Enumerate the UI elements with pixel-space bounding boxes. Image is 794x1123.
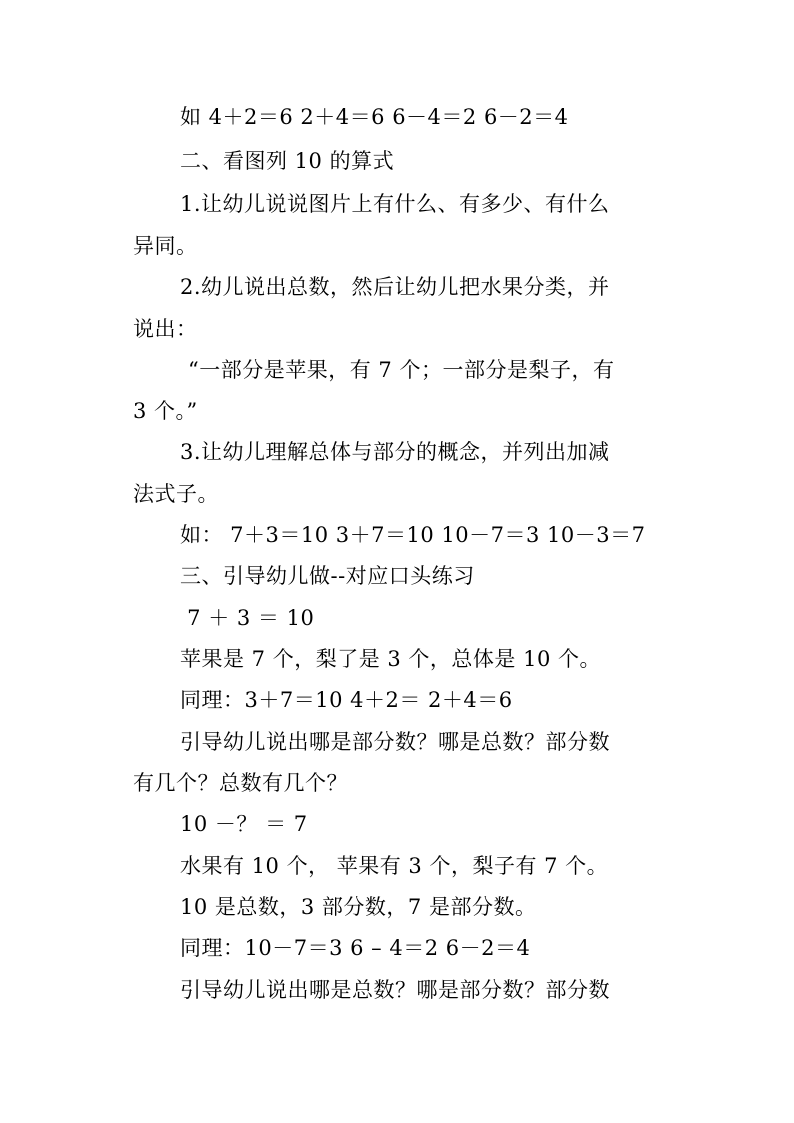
paragraph-line: 引导幼儿说出哪是总数？哪是部分数？部分数 xyxy=(180,978,610,1002)
equation-line: 同理：10－7＝3 6 – 4＝2 6－2＝4 xyxy=(180,936,531,960)
paragraph-line: 法式子。 xyxy=(133,482,219,506)
section-heading: 三、引导幼儿做--对应口头练习 xyxy=(180,564,475,588)
paragraph-line: 3.让幼儿理解总体与部分的概念，并列出加减 xyxy=(180,440,610,464)
equation-line: 7 ＋ 3 ＝ 10 xyxy=(180,606,315,630)
paragraph-line: 异同。 xyxy=(133,234,198,258)
equation-line: 同理：3＋7＝10 4＋2＝ 2＋4＝6 xyxy=(180,688,513,712)
quote-line: 3 个。” xyxy=(133,399,198,423)
equation-line: 如 4＋2＝6 2＋4＝6 6－4＝2 6－2＝4 xyxy=(180,105,569,129)
equation-line: 10 －？ ＝ 7 xyxy=(180,812,308,836)
section-heading: 二、看图列 10 的算式 xyxy=(180,149,395,173)
paragraph-line: 10 是总数，3 部分数，7 是部分数。 xyxy=(180,895,537,919)
paragraph-line: 苹果是 7 个，梨了是 3 个，总体是 10 个。 xyxy=(180,647,601,671)
paragraph-line: 有几个？总数有几个？ xyxy=(133,771,348,795)
paragraph-line: 2.幼儿说出总数，然后让幼儿把水果分类，并 xyxy=(180,275,610,299)
paragraph-line: 水果有 10 个， 苹果有 3 个，梨子有 7 个。 xyxy=(180,854,609,878)
equation-line: 如： 7＋3＝10 3＋7＝10 10－7＝3 10－3＝7 xyxy=(180,523,646,547)
paragraph-line: 说出： xyxy=(133,317,198,341)
quote-line: “一部分是苹果，有 7 个；一部分是梨子，有 xyxy=(188,358,615,382)
paragraph-line: 引导幼儿说出哪是部分数？哪是总数？部分数 xyxy=(180,730,610,754)
paragraph-line: 1.让幼儿说说图片上有什么、有多少、有什么 xyxy=(180,192,610,216)
